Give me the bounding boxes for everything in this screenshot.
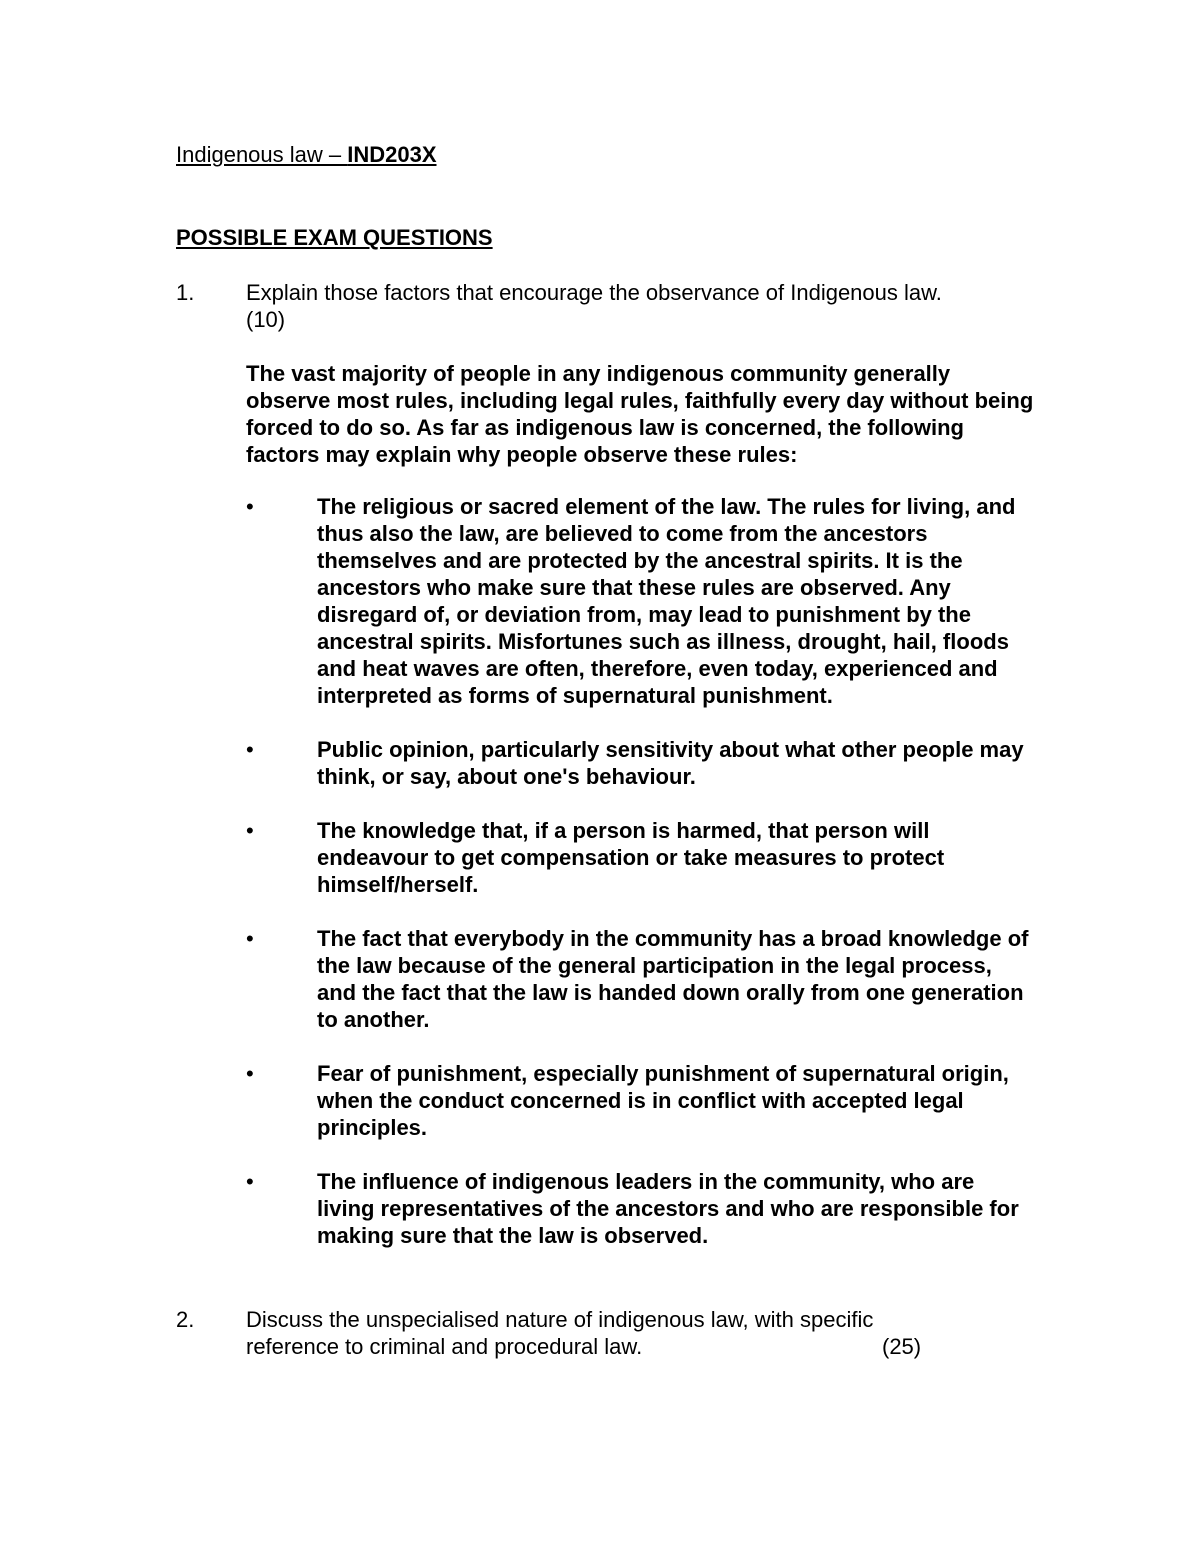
question-1-answer-intro: The vast majority of people in any indigenous community generally observe most rules, including legal rules, faithfully every day without being forced to do so. As far as indigenous law is concerned, the following factors may explain why people observe these rules: [246, 361, 1034, 467]
bullet-item-religious [246, 493, 1036, 709]
bullet-text: The influence of indigenous leaders in the community, who are living representatives of the ancestors and who are responsible for making sure that the law is observed. [317, 1169, 1019, 1248]
bullet-icon: • [246, 1169, 254, 1194]
bullet-icon: • [246, 818, 254, 843]
bullet-icon: • [246, 1061, 254, 1086]
section-heading: POSSIBLE EXAM QUESTIONS [176, 225, 493, 250]
bullet-text: Public opinion, particularly sensitivity about what other people may think, or say, about one's behaviour. [317, 737, 1024, 789]
bullet-text: The knowledge that, if a person is harmed, that person will endeavour to get compensation or take measures to protect himself/herself. [317, 818, 945, 897]
question-2-line-1: Discuss the unspecialised nature of indigenous law, with specific [246, 1307, 874, 1332]
bullet-item-knowledge [246, 925, 1036, 1033]
title-prefix: Indigenous law – [176, 142, 348, 167]
bullet-text: Fear of punishment, especially punishment of supernatural origin, when the conduct concerned is in conflict with accepted legal principles. [317, 1061, 1009, 1140]
bullet-icon: • [246, 494, 254, 519]
bullet-icon: • [246, 926, 254, 951]
course-code: IND203X [347, 142, 437, 167]
question-2-line-2: reference to criminal and procedural law. [246, 1334, 643, 1359]
bullet-item-compensation [246, 817, 1036, 898]
question-1-prompt: Explain those factors that encourage the observance of Indigenous law. [246, 280, 942, 305]
bullet-text: The religious or sacred element of the law. The rules for living, and thus also the law, are believed to come from the ancestors themselves and are protected by the ancestral spirits. It is the ancestors who make sure that these rules are observed. Any disregard of, or deviation from, may lead to punishment by the ancestral spirits. Misfortunes such as illness, drought, hail, floods and heat waves are often, therefore, even today, experienced and interpreted as forms of supernatural punishment. [317, 494, 1016, 708]
question-1-text [246, 279, 946, 333]
bullet-item-fear [246, 1060, 1036, 1141]
question-2-number: 2. [176, 1307, 195, 1332]
bullet-icon: • [246, 737, 254, 762]
document-title [176, 141, 437, 168]
question-1-marks: (10) [246, 307, 286, 332]
question-2-text [246, 1306, 946, 1360]
question-1-number: 1. [176, 280, 195, 305]
bullet-item-leaders [246, 1168, 1036, 1249]
bullet-text: The fact that everybody in the community has a broad knowledge of the law because of the general participation in the legal process, and the fact that the law is handed down orally from one generation to another. [317, 926, 1029, 1032]
bullet-item-public-opinion [246, 736, 1036, 790]
answer-bullet-list [246, 493, 1036, 1276]
question-2-marks: (25) [882, 1334, 922, 1359]
